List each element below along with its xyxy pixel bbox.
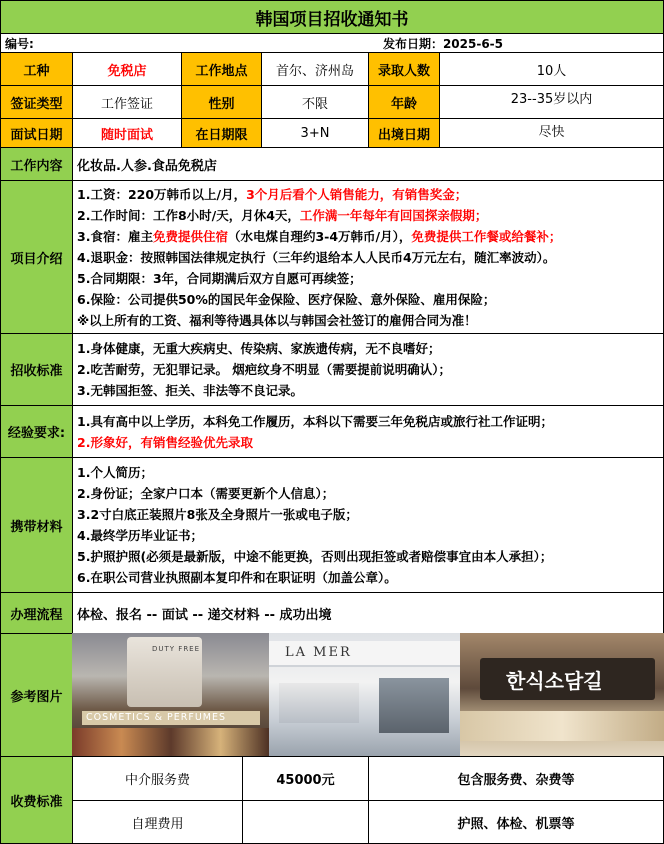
project-intro-content <box>72 180 664 334</box>
reference-photos-label: 参考图片 <box>0 633 73 757</box>
photo2-counter <box>279 683 359 723</box>
gender-label: 性别 <box>181 85 262 119</box>
interview-label: 面试日期 <box>0 118 73 148</box>
experience-line-education: 1.具有高中以上学历，本科免工作履历，本科以下需要三年免税店或旅行社工作证明； <box>77 413 553 429</box>
project-line-insurance: 6.保险：公司提供50%的国民年金保险、医疗保险、意外保险、雇用保险； <box>77 291 496 307</box>
photo1-sign-text: COSMETICS & PERFUMES <box>86 712 227 723</box>
self-fee-label: 自理费用 <box>72 800 243 844</box>
photo1-shelves <box>72 728 270 756</box>
project-line-contract: 5.合同期限：3年，合同期满后双方自愿可再续签； <box>77 270 362 286</box>
meta-row <box>0 33 664 53</box>
publish-date: 发布日期：2025-6-5 <box>382 36 503 51</box>
self-fee-blank <box>242 800 369 844</box>
job-type-label: 工种 <box>0 52 73 86</box>
requirements-label: 招收标准 <box>0 333 73 406</box>
agency-fee-amount: 45000元 <box>242 756 369 801</box>
photo3-sign-text: 한식소담길 <box>506 669 603 693</box>
number-label: 编号: <box>5 36 34 51</box>
project-line-lodging: 3.食宿：雇主免费提供住宿（水电煤自理约3-4万韩币/月），免费提供工作餐或给餐补； <box>77 228 562 244</box>
process-value: 体检、报名 -- 面试 -- 递交材料 -- 成功出境 <box>72 592 664 634</box>
departure-value: 尽快 <box>439 118 664 148</box>
photo-korean-food-court <box>460 633 664 756</box>
duration-label: 在日期限 <box>181 118 262 148</box>
project-line-hours: 2.工作时间：工作8小时/天，月休4天，工作满一年每年有回国探亲假期； <box>77 207 488 223</box>
material-line-photos: 3.2寸白底正装照片8张及全身照片一张或电子版； <box>77 507 358 522</box>
work-content-label: 工作内容 <box>0 147 73 181</box>
work-content-value: 化妆品.人参.食品免税店 <box>72 147 664 181</box>
duration-value: 3+N <box>261 118 369 148</box>
age-label: 年龄 <box>368 85 440 119</box>
experience-content <box>72 405 664 458</box>
age-value: 23--35岁以内 <box>439 85 664 119</box>
process-label: 办理流程 <box>0 592 73 634</box>
project-line-salary: 1.工资：220万韩币以上/月，3个月后看个人销售能力，有销售奖金； <box>77 186 468 202</box>
visa-value: 工作签证 <box>72 85 182 119</box>
materials-content <box>72 457 664 593</box>
location-label: 工作地点 <box>181 52 262 86</box>
self-fee-note: 护照、体检、机票等 <box>368 800 664 844</box>
material-line-passport: 5.护照护照(必须是最新版，中途不能更换，否则出现拒签或者赔偿事宜由本人承担）； <box>77 549 553 564</box>
fees-label: 收费标准 <box>0 756 73 844</box>
experience-line-image: 2.形象好，有销售经验优先录取 <box>77 434 253 450</box>
agency-fee-label: 中介服务费 <box>72 756 243 801</box>
hires-value: 10人 <box>439 52 664 86</box>
requirements-content <box>72 333 664 406</box>
material-line-resume: 1.个人简历； <box>77 465 153 480</box>
photo1-small-sign: DUTY FREE <box>152 645 201 653</box>
project-line-note: ※以上所有的工资、福利等待遇具体以与韩国会社签订的雇佣合同为准！ <box>77 312 477 328</box>
notice-title: 韩国项目招收通知书 <box>0 0 664 34</box>
departure-label: 出境日期 <box>368 118 440 148</box>
requirement-line-record: 2.吃苦耐劳，无犯罪记录。 烟疤纹身不明显（需要提前说明确认）； <box>77 362 452 377</box>
location-value: 首尔、济州岛 <box>261 52 369 86</box>
gender-value: 不限 <box>261 85 369 119</box>
photo-la-mer-counter <box>269 633 461 756</box>
visa-label: 签证类型 <box>0 85 73 119</box>
materials-label: 携带材料 <box>0 457 73 593</box>
photo3-counter <box>460 711 664 741</box>
job-type-value: 免税店 <box>72 52 182 86</box>
requirement-line-health: 1.身体健康，无重大疾病史、传染病、家族遗传病，无不良嗜好； <box>77 341 441 356</box>
photo-duty-free-store <box>72 633 270 756</box>
agency-fee-note: 包含服务费、杂费等 <box>368 756 664 801</box>
photo2-shoppers <box>379 678 449 733</box>
photo2-sign-text: LA MER <box>285 645 352 660</box>
material-line-id: 2.身份证；全家户口本（需要更新个人信息）； <box>77 486 335 501</box>
interview-value: 随时面试 <box>72 118 182 148</box>
material-line-diploma: 4.最终学历毕业证书； <box>77 528 203 543</box>
material-line-license: 6.在职公司营业执照副本复印件和在职证明（加盖公章）。 <box>77 570 397 585</box>
experience-label: 经验要求: <box>0 405 73 458</box>
requirement-line-visa: 3.无韩国拒签、拒关、非法等不良记录。 <box>77 383 303 398</box>
hires-label: 录取人数 <box>368 52 440 86</box>
project-line-severance: 4.退职金：按照韩国法律规定执行（三年约退给本人人民币4万元左右，随汇率波动）。 <box>77 249 556 265</box>
project-intro-label: 项目介绍 <box>0 180 73 334</box>
